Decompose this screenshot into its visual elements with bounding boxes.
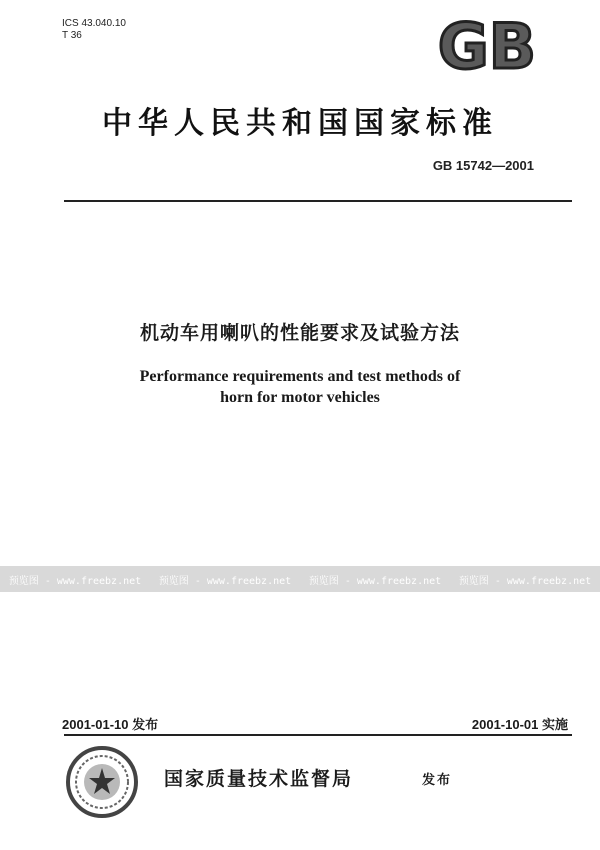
publish-label: 发布 [422, 773, 453, 788]
gb-logo-text: GB [437, 16, 537, 76]
title-en-line-2: horn for motor vehicles [220, 389, 380, 406]
watermark-band [0, 566, 600, 592]
publisher-name: 国家质量技术监督局 [164, 768, 354, 790]
title-en-line-1: Performance requirements and test methods of [139, 368, 461, 385]
implementation-date: 2001-10-01 实施 [471, 717, 568, 732]
standard-number: GB 15742—2001 [432, 158, 534, 173]
document-title-en [0, 366, 600, 408]
document-title-cn: 机动车用喇叭的性能要求及试验方法 [139, 322, 460, 344]
ics-code: ICS 43.040.10 [62, 18, 126, 29]
issue-date: 2001-01-10 发布 [62, 717, 159, 732]
class-code: T 36 [62, 30, 82, 41]
watermark-text: 预览图 - www.freebz.net [458, 575, 592, 587]
watermark-text: 预览图 - www.freebz.net [8, 575, 142, 587]
standard-title: 中华人民共和国国家标准 [102, 106, 498, 141]
watermark-text: 预览图 - www.freebz.net [158, 575, 292, 587]
gb-logo [424, 16, 550, 76]
header-divider [64, 200, 572, 202]
footer-divider [64, 734, 572, 736]
official-seal-icon [64, 744, 140, 820]
classification-codes [62, 18, 126, 42]
watermark-text: 预览图 - www.freebz.net [308, 575, 442, 587]
